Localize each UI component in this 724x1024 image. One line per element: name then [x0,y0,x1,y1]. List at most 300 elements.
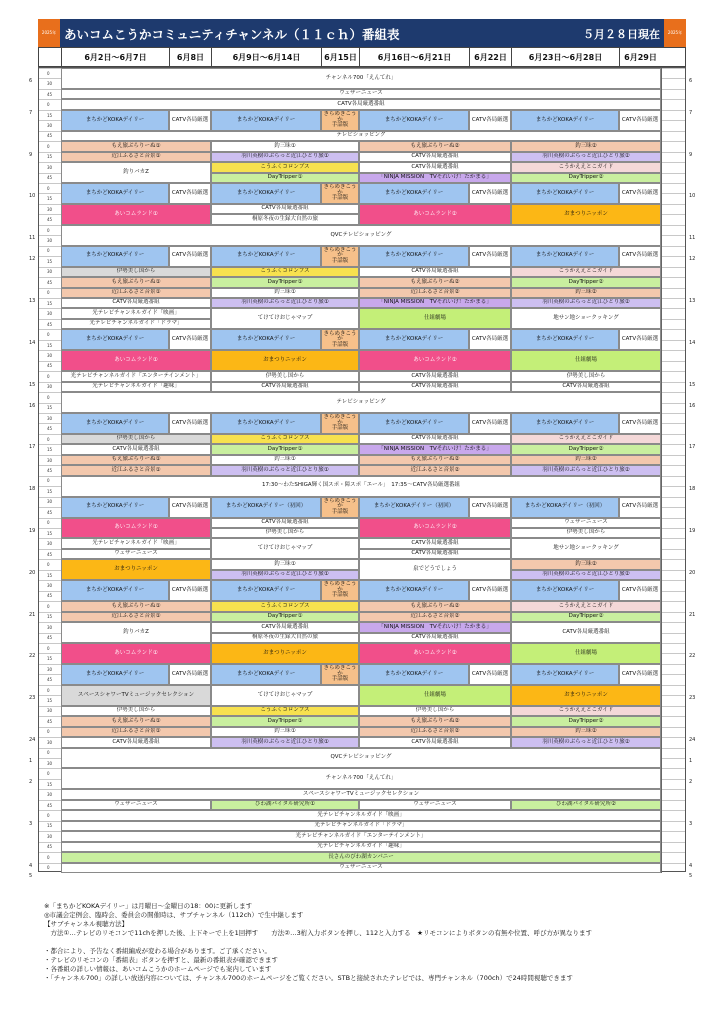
program-cell: びわ湖バイタル研究所① [211,800,359,810]
year-tag-left: 2025年 [38,19,60,47]
footnotes [44,902,684,983]
minute-label: 0 [47,373,50,379]
program-cell: CATV各局厳選 [619,110,661,131]
minute-label: 0 [47,394,50,400]
minute-label: 15 [47,196,53,202]
as-of-date: ５月２８日現在 [583,28,660,41]
program-cell: 伊勢美し国から [211,371,359,381]
program-cell: ウェザーニュース [511,518,661,528]
program-cell: 釣三昧① [211,288,359,298]
hour-label-right: 21 [689,611,696,618]
minute-label: 0 [47,562,50,568]
minute-label: 0 [47,478,50,484]
program-cell: 光テレビチャンネルガイド「映画」 [61,810,661,820]
program-cell: 釣三昧② [511,141,661,151]
program-cell: きらめきこうか 手話版 [321,413,359,434]
hour-label-right: 10 [689,193,696,200]
program-cell: もえ旅ぶらりーぬ① [61,141,211,151]
program-cell: まちかどKOKAデイリー（初回） [359,497,469,518]
date-header-8: 6月29日 [619,48,661,66]
program-cell: CATV各局厳選 [469,329,511,350]
program-cell: きらめきこうか 手話版 [321,497,359,518]
hour-label-left: 17 [29,444,36,451]
program-cell: 光テレビチャンネルガイド「趣味」 [61,382,211,392]
program-cell: DayTripper② [511,612,661,622]
hour-label-right: 3 [689,820,693,827]
program-cell: まちかどKOKAデイリー [61,183,169,204]
minute-label: 45 [47,593,53,599]
program-cell: CATV各局厳選番組 [511,382,661,392]
note-line: ・「チャンネル700」の詳しい放送内容については、チャンネル700のホームページをご覧ください。STBと接続されたテレビでは、専門チャンネル（700ch）で24時間視聴できます [44,974,573,982]
program-cell: 釣三昧① [211,559,359,569]
program-cell: DayTripper① [211,612,359,622]
minute-label: 15 [47,614,53,620]
program-cell: 羽川英樹のぶらっと近江ひとり旅② [511,570,661,580]
program-cell: もえ旅ぶらりーぬ② [359,277,511,287]
program-cell: テレビショッピング [61,131,661,141]
program-cell: きらめきこうか 手話版 [321,580,359,601]
minute-label: 0 [47,332,50,338]
program-cell: まちかどKOKAデイリー [211,664,321,685]
program-cell: あいコムランド① [61,643,211,664]
program-cell: まちかどKOKAデイリー [61,110,169,131]
program-cell: こうかええとこガイド [511,162,661,172]
minute-label: 0 [47,865,50,871]
program-cell: CATV各局厳選 [169,329,211,350]
minute-label: 45 [47,133,53,139]
date-header-6: 6月22日 [469,48,511,66]
program-cell: CATV各局厳選 [169,110,211,131]
program-cell: 地サン地ショークッキング [511,538,661,559]
program-cell: CATV各局厳選番組 [359,538,511,548]
program-cell: まちかどKOKAデイリー [211,413,321,434]
hour-label-right: 23 [689,695,696,702]
program-cell: ウェザーニュース [61,863,661,873]
note-line: ・各番組の詳しい情報は、あいコムこうかのホームページでも案内しています [44,965,272,973]
minute-label: 30 [47,499,53,505]
program-cell: もえ旅ぶらりーぬ① [61,716,211,726]
minute-label: 30 [47,81,53,87]
minute-label: 30 [47,739,53,745]
program-cell: CATV各局厳選 [469,110,511,131]
program-cell: CATV各局厳選番組 [359,267,511,277]
program-cell: QVCテレビショッピング [61,225,661,246]
hour-label-right: 19 [689,528,696,534]
minute-label: 30 [47,760,53,766]
program-cell: まちかどKOKAデイリー（初回） [211,497,321,518]
program-cell: きらめきこうか 手話版 [321,110,359,131]
program-cell: こうふくコロンブス [211,267,359,277]
minute-label: 45 [47,426,53,432]
minute-label: 0 [47,248,50,254]
minute-label: 30 [47,237,53,243]
program-cell: びわ湖バイタル研究所② [511,800,661,810]
program-cell: 近江ふるさと音景② [359,612,511,622]
program-cell: あいコムランド① [61,350,211,371]
program-cell: CATV各局厳選 [619,497,661,518]
program-cell: チャンネル700「えんてれ」 [61,68,661,89]
date-header-4: 6月15日 [321,48,359,66]
column-line [661,68,662,873]
minute-label: 0 [47,70,50,76]
hour-label-right: 5 [689,873,693,879]
program-cell: 伊勢美し国から [359,706,511,716]
minute-label: 15 [47,154,53,160]
program-cell: 羽川英樹のぶらっと近江ひとり旅② [511,737,661,747]
minute-label: 45 [47,279,53,285]
program-cell: まちかどKOKAデイリー [511,664,619,685]
minute-label: 30 [47,457,53,463]
minute-label: 15 [47,258,53,264]
hour-label-right: 20 [689,569,696,576]
hour-label-left: 21 [29,611,36,618]
program-cell: まちかどKOKAデイリー [359,110,469,131]
program-cell: まちかどKOKAデイリー（初回） [511,497,619,518]
program-cell: 光テレビチャンネルガイド「映画」 [61,538,211,548]
program-cell: CATV各局厳選 [619,580,661,601]
program-cell: CATV各局厳選 [169,246,211,267]
program-cell: CATV各局厳選番組 [359,162,511,172]
minute-label: 30 [47,582,53,588]
program-cell: まちかどKOKAデイリー [211,329,321,350]
program-cell: あいコムランド① [61,204,211,225]
program-cell: 光テレビチャンネルガイド「趣味」 [61,842,661,852]
program-cell: CATV各局厳選番組 [359,382,511,392]
program-cell: まちかどKOKAデイリー [511,183,619,204]
program-cell: DayTripper② [511,173,661,183]
program-cell: おまつりニッポン [211,350,359,371]
note-line: ※「まちかどKOKAデイリー」は月曜日〜金曜日の18：00に更新します [44,902,253,910]
minute-label: 45 [47,217,53,223]
program-cell: CATV各局厳選番組 [61,737,211,747]
date-header-1: 6月2日〜6月7日 [61,48,169,66]
program-cell: 近江ふるさと音景① [61,612,211,622]
hour-label-left: 16 [29,402,36,409]
program-cell: チャンネル700「えんてれ」 [61,768,661,789]
program-cell: 長さんのびわ湖カンパニー [61,852,661,862]
program-cell: まちかどKOKAデイリー [359,413,469,434]
minute-label: 30 [47,164,53,170]
program-cell: 仕組劇場 [511,350,661,371]
program-cell: 近江ふるさと音景② [359,288,511,298]
hour-label-left: 9 [29,151,33,158]
hour-label-right: 12 [689,256,696,263]
program-cell: こうかええとこガイド [511,706,661,716]
program-cell: 桐原冬夜の生録大自然の旅 [211,214,359,224]
program-cell: 「NINJA MISSION TVそれいけ！たかまる」 [359,298,511,308]
hour-label-left: 23 [29,695,36,702]
program-cell: CATV各局厳選 [619,664,661,685]
minute-label: 30 [47,624,53,630]
hour-label-left: 7 [29,109,33,116]
program-cell: CATV各局厳選番組 [359,737,511,747]
program-cell: CATV各局厳選番組 [61,298,211,308]
minute-label: 30 [47,666,53,672]
minute-label: 15 [47,697,53,703]
minute-label: 0 [47,687,50,693]
program-cell: スペースシャワーTVミュージックセレクション [61,685,211,706]
note-line: 方法①…テレビのリモコンで11chを押した後、上下キーで上を1回押す 方法②…3桁入力ボタンを押し、112と入力する ★リモコンによりボタンの有無や位置、呼び方が異なります [44,929,592,937]
hour-label-left: 24 [29,737,36,744]
date-header-3: 6月9日〜6月14日 [211,48,321,66]
program-cell: まちかどKOKAデイリー [211,183,321,204]
program-cell: 近江ふるさと音景① [61,152,211,162]
program-cell: 羽川英樹のぶらっと近江ひとり旅② [511,298,661,308]
program-cell: ウェザーニュース [61,549,211,559]
program-cell: CATV各局厳選番組 [359,371,511,381]
program-cell: 釣りバカZ [61,622,211,643]
hour-label-left: 11 [29,235,36,242]
program-cell: スペースシャワーTVミュージックセレクション [61,789,661,799]
minute-label: 0 [47,729,50,735]
minute-label: 45 [47,175,53,181]
program-cell: 地サン地ショークッキング [511,308,661,329]
minute-label: 30 [47,708,53,714]
minute-label: 30 [47,206,53,212]
program-cell: 釣三昧② [511,727,661,737]
minute-label: 45 [47,509,53,515]
minute-label: 15 [47,447,53,453]
program-cell: まちかどKOKAデイリー [359,580,469,601]
program-cell: こうふくコロンブス [211,706,359,716]
program-cell: 近江ふるさと音景① [61,727,211,737]
hour-label-right: 16 [689,402,696,409]
program-cell: 仕組劇場 [511,643,661,664]
program-cell: DayTripper① [211,173,359,183]
minute-label: 0 [47,185,50,191]
minute-label: 30 [47,792,53,798]
note-line: 【サブチャンネル視聴方法】 [44,920,129,928]
minute-label: 30 [47,833,53,839]
program-cell: 光テレビチャンネルガイド「ドラマ」 [61,319,211,329]
program-cell: まちかどKOKAデイリー [511,580,619,601]
program-cell: 羽川英樹のぶらっと近江ひとり旅① [211,152,359,162]
minute-label: 0 [47,812,50,818]
note-line: ・都合により、予告なく番組編成が変わる場合があります。ご了承ください。 [44,947,271,955]
program-cell: きらめきこうか 手話版 [321,664,359,685]
program-cell: テレビショッピング [61,392,661,413]
minute-label: 45 [47,321,53,327]
program-cell: てけてけおじゃマップ [211,308,359,329]
page-title: あいコムこうかコミュニティチャンネル（１１ｃｈ）番組表 [64,27,400,42]
program-cell: CATV各局厳選 [469,246,511,267]
program-cell: DayTripper① [211,716,359,726]
minute-label: 0 [47,771,50,777]
program-cell: 釣三昧② [511,288,661,298]
hour-label-right: 13 [689,298,696,304]
hour-label-right: 24 [689,737,696,744]
program-cell: もえ旅ぶらりーぬ① [61,455,211,465]
minute-label: 30 [47,352,53,358]
program-cell: 「NINJA MISSION TVそれいけ！たかまる」 [359,444,511,454]
minute-label: 45 [47,844,53,850]
program-cell: CATV各局厳選番組 [359,633,511,643]
hour-label-left: 18 [29,486,36,493]
program-cell: あいコムランド② [359,350,511,371]
minute-label: 0 [47,290,50,296]
minute-label: 0 [47,645,50,651]
program-cell: 釣三昧① [211,141,359,151]
program-cell: 釣三昧① [211,727,359,737]
year-tag-right: 2025年 [664,19,686,47]
program-cell: てけてけおじゃマップ [211,685,359,706]
program-cell: CATV各局厳選番組 [359,549,511,559]
program-cell: CATV各局厳選番組 [211,622,359,632]
program-cell: まちかどKOKAデイリー [211,110,321,131]
program-cell: 釣三昧② [511,455,661,465]
minute-label: 15 [47,300,53,306]
program-cell: 泉でどうでしょう [359,559,511,580]
program-cell: 「NINJA MISSION TVそれいけ！たかまる」 [359,173,511,183]
program-cell: CATV各局厳選 [169,183,211,204]
program-cell: あいコムランド② [359,643,511,664]
program-cell: 伊勢美し国から [511,528,661,538]
program-cell: まちかどKOKAデイリー [359,664,469,685]
program-cell: こうふくコロンブス [211,434,359,444]
program-cell: 伊勢美し国から [511,371,661,381]
minute-label: 0 [47,143,50,149]
minute-label: 15 [47,823,53,829]
program-cell: もえ旅ぶらりーぬ① [61,601,211,611]
minute-label: 15 [47,488,53,494]
program-cell: CATV各局厳選番組 [61,444,211,454]
program-cell: CATV各局厳選 [169,580,211,601]
program-cell: 釣三昧① [211,455,359,465]
program-cell: 伊勢美し国から [211,528,359,538]
title-bar [38,19,686,47]
minute-label: 30 [47,122,53,128]
hour-label-left: 6 [29,78,33,85]
minute-label: 15 [47,572,53,578]
program-cell: おまつりニッポン [511,685,661,706]
minute-label: 45 [47,635,53,641]
minute-label: 0 [47,436,50,442]
hour-label-left: 14 [29,339,36,346]
program-cell: CATV各局厳選 [469,580,511,601]
program-cell: まちかどKOKAデイリー [211,246,321,267]
program-cell: 光テレビチャンネルガイド「ドラマ」 [61,821,661,831]
program-cell: こうふくコロンブス [211,162,359,172]
program-cell: CATV各局厳選 [469,413,511,434]
program-cell: 羽川英樹のぶらっと近江ひとり旅② [511,152,661,162]
program-cell: DayTripper② [511,277,661,287]
minute-label: 30 [47,541,53,547]
hour-label-right: 9 [689,151,693,158]
date-header-7: 6月23日〜6月28日 [511,48,619,66]
minute-label: 0 [47,750,50,756]
program-cell: きらめきこうか 手話版 [321,183,359,204]
minute-label: 45 [47,802,53,808]
program-cell: こうかええとこガイド [511,601,661,611]
program-cell: まちかどKOKAデイリー [211,580,321,601]
hour-label-left: 13 [29,298,36,304]
hour-label-left: 5 [29,873,33,879]
program-cell: もえ旅ぶらりーぬ② [359,716,511,726]
program-cell: 羽川英樹のぶらっと近江ひとり旅① [211,570,359,580]
hour-label-right: 18 [689,486,696,493]
minute-label: 30 [47,415,53,421]
program-cell: こうふくコロンブス [211,601,359,611]
program-cell: DayTripper② [511,444,661,454]
program-cell: CATV各局厳選番組 [61,99,661,109]
minute-label: 15 [47,781,53,787]
program-cell: 羽川英樹のぶらっと近江ひとり旅① [211,298,359,308]
program-cell: DayTripper② [511,716,661,726]
note-line: ・テレビのリモコンの「番組表」ボタンを押すと、最新の番組表が確認できます [44,956,278,964]
program-cell: CATV各局厳選番組 [211,204,359,214]
program-cell: DayTripper① [211,444,359,454]
hour-label-right: 17 [689,444,696,451]
program-cell: 伊勢美し国から [61,434,211,444]
program-cell: まちかどKOKAデイリー [61,329,169,350]
hour-label-left: 10 [29,193,36,200]
program-cell: まちかどKOKAデイリー [61,413,169,434]
minute-label: 30 [47,269,53,275]
program-cell: まちかどKOKAデイリー [511,329,619,350]
program-cell: 仕組劇場 [359,308,511,329]
program-cell: おまつりニッポン [211,643,359,664]
hour-label-right: 6 [689,78,693,85]
program-cell: CATV各局厳選 [619,246,661,267]
minute-label: 45 [47,677,53,683]
program-cell: CATV各局厳選 [469,497,511,518]
hour-label-right: 2 [689,778,693,785]
program-cell: あいコムランド② [359,204,511,225]
minute-label: 15 [47,405,53,411]
hour-label-right: 11 [689,235,696,242]
schedule-grid [29,67,696,879]
program-cell: きらめきこうか 手話版 [321,329,359,350]
hour-label-right: 7 [689,109,693,116]
note-line: ◎市議会定例会、臨時会、委員会の開催時は、サブチャンネル（112ch）で生中継します [44,911,304,919]
minute-label: 30 [47,384,53,390]
program-cell: おまつりニッポン [61,559,211,580]
program-cell: あいコムランド② [359,518,511,539]
note-line [44,938,684,947]
program-cell: もえ旅ぶらりーぬ② [359,141,511,151]
program-cell: CATV各局厳選 [169,413,211,434]
hour-label-right: 4 [689,862,693,869]
minute-label: 0 [47,603,50,609]
program-cell: まちかどKOKAデイリー [359,329,469,350]
program-cell: ウェザーニュース [61,800,211,810]
hour-label-left: 3 [29,820,33,827]
program-cell: ウェザーニュース [359,800,511,810]
program-cell: きらめきこうか 手話版 [321,246,359,267]
date-header-2: 6月8日 [169,48,211,66]
program-cell: CATV各局厳選 [619,413,661,434]
date-header-5: 6月16日〜6月21日 [359,48,469,66]
minute-label: 45 [47,467,53,473]
program-cell: こうかええとこガイド [511,434,661,444]
program-cell: CATV各局厳選番組 [511,622,661,643]
hour-label-right: 22 [689,653,696,660]
program-cell: 光テレビチャンネルガイド「映画」 [61,308,211,318]
program-cell: もえ旅ぶらりーぬ② [359,601,511,611]
program-cell: 羽川英樹のぶらっと近江ひとり旅① [211,465,359,475]
program-cell: CATV各局厳選 [169,664,211,685]
program-cell: 伊勢美し国から [61,267,211,277]
program-cell: CATV各局厳選 [169,497,211,518]
date-header-row [38,47,686,67]
program-cell: こうかええとこガイド [511,267,661,277]
program-cell: 桐原冬夜の生録大自然の旅 [211,633,359,643]
program-cell: CATV各局厳選番組 [359,434,511,444]
program-cell: まちかどKOKAデイリー [511,110,619,131]
program-cell: CATV各局厳選 [619,329,661,350]
minute-label: 45 [47,551,53,557]
program-cell: まちかどKOKAデイリー [359,183,469,204]
